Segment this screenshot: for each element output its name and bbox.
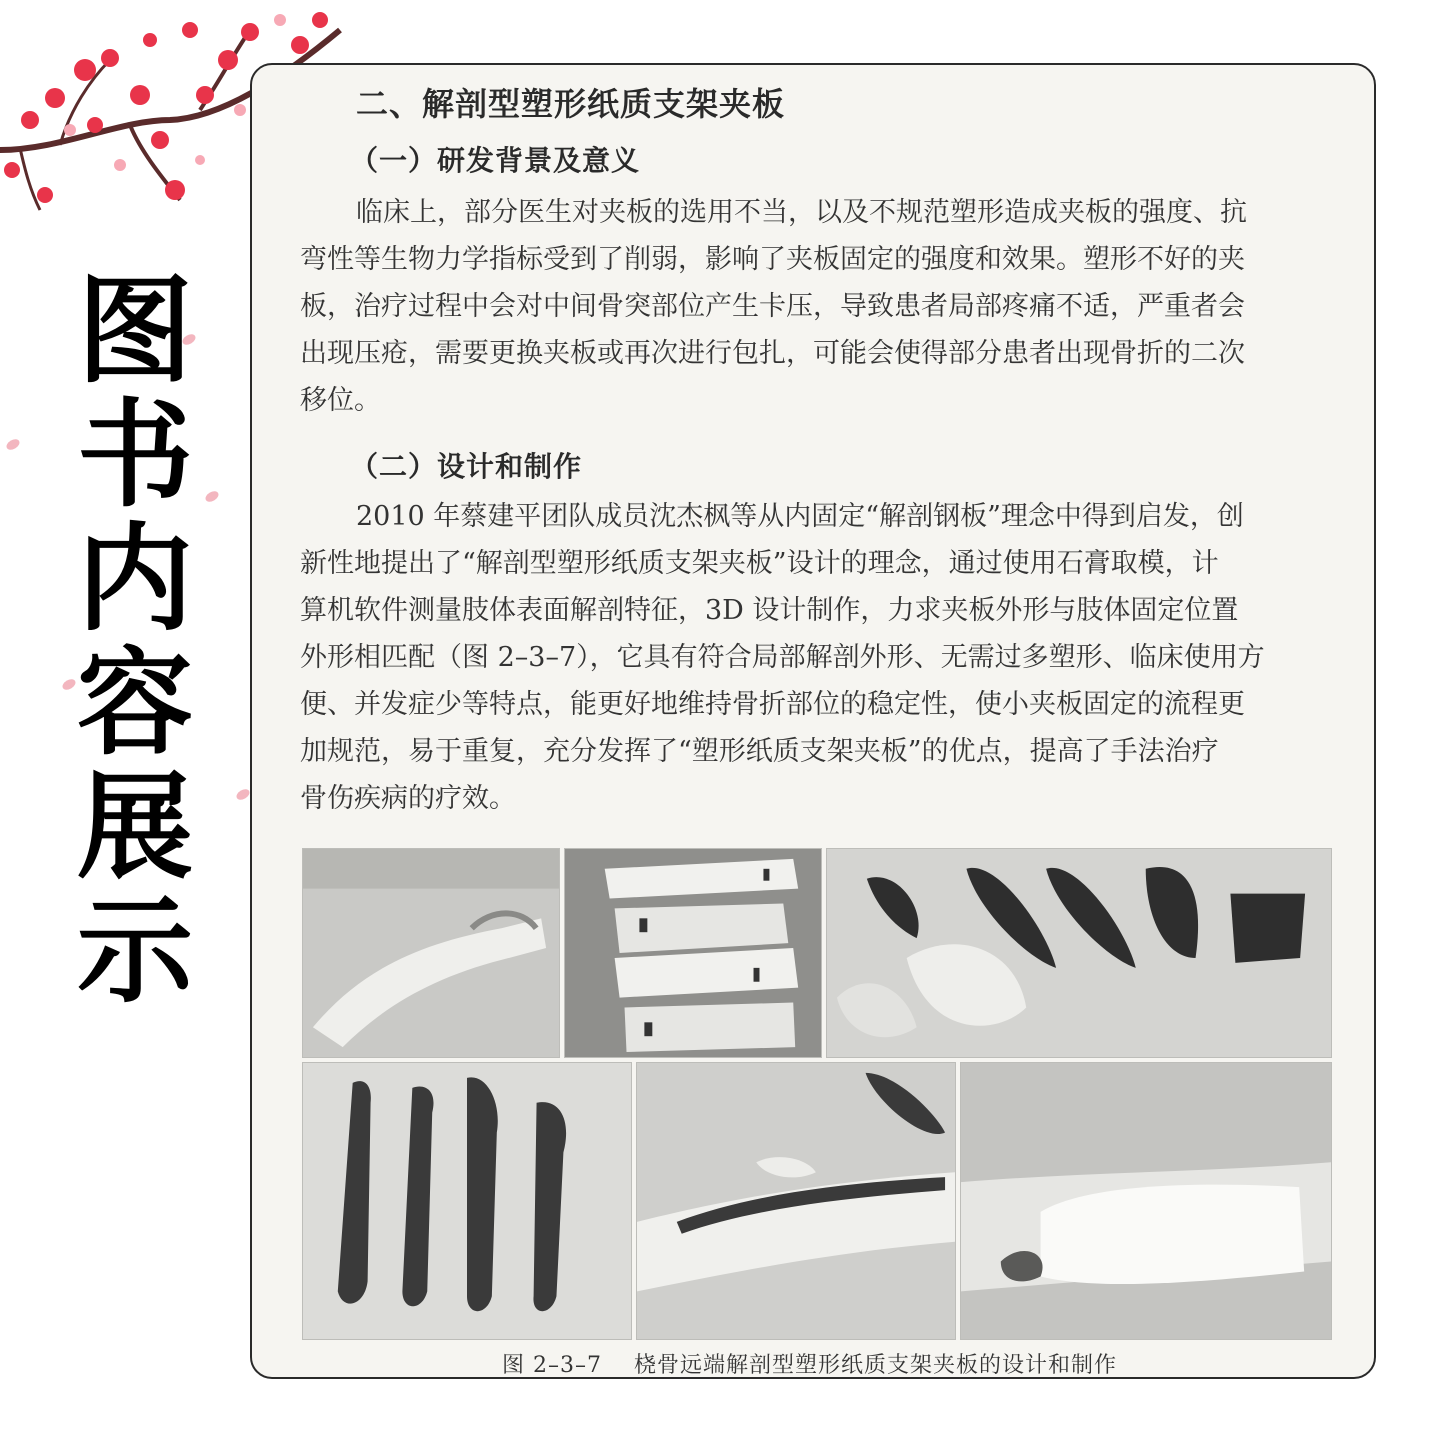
photo-3d-models bbox=[826, 848, 1332, 1058]
petal-decoration bbox=[204, 489, 221, 504]
banner-char: 容 bbox=[77, 636, 193, 771]
petal-decoration bbox=[5, 437, 22, 452]
figure-caption-text: 桡骨远端解剖型塑形纸质支架夹板的设计和制作 bbox=[634, 1353, 1118, 1378]
paragraph-background bbox=[300, 189, 1330, 424]
photo-splint-strips bbox=[302, 1062, 632, 1340]
figure-caption-number: 图 2–3–7 bbox=[502, 1353, 602, 1378]
figure-caption bbox=[502, 1348, 1117, 1379]
photo-splint-fitting bbox=[636, 1062, 956, 1340]
text-line: 加规范，易于重复，充分发挥了“塑形纸质支架夹板”的优点，提高了手法治疗 bbox=[300, 736, 1219, 767]
photo-paper-templates bbox=[564, 848, 822, 1058]
subheading-background: （一）研发背景及意义 bbox=[350, 144, 641, 177]
section-heading: 二、解剖型塑形纸质支架夹板 bbox=[356, 85, 786, 123]
photo-applied-splint bbox=[960, 1062, 1332, 1340]
book-page bbox=[250, 63, 1376, 1379]
text-line: 新性地提出了“解剖型塑形纸质支架夹板”设计的理念，通过使用石膏取模，计 bbox=[300, 548, 1219, 579]
text-line: 便、并发症少等特点，能更好地维持骨折部位的稳定性，使小夹板固定的流程更 bbox=[300, 689, 1245, 720]
banner-char: 展 bbox=[77, 760, 193, 895]
text-line: 2010 年蔡建平团队成员沈杰枫等从内固定“解剖钢板”理念中得到启发，创 bbox=[356, 501, 1244, 532]
text-line: 外形相匹配（图 2–3–7），它具有符合局部解剖外形、无需过多塑形、临床使用方 bbox=[300, 642, 1265, 673]
text-line: 移位。 bbox=[300, 385, 381, 416]
side-banner-title bbox=[70, 264, 200, 1019]
banner-char: 内 bbox=[77, 512, 193, 647]
photo-arm-cast bbox=[302, 848, 560, 1058]
text-line: 临床上，部分医生对夹板的选用不当，以及不规范塑形造成夹板的强度、抗 bbox=[356, 197, 1247, 228]
subheading-design: （二）设计和制作 bbox=[350, 450, 583, 483]
banner-char: 示 bbox=[77, 884, 193, 1019]
banner-char: 图 bbox=[77, 264, 193, 399]
text-line: 算机软件测量肢体表面解剖特征，3D 设计制作，力求夹板外形与肢体固定位置 bbox=[300, 595, 1239, 626]
text-line: 出现压疮，需要更换夹板或再次进行包扎，可能会使得部分患者出现骨折的二次 bbox=[300, 338, 1245, 369]
text-line: 骨伤疾病的疗效。 bbox=[300, 783, 516, 814]
text-line: 弯性等生物力学指标受到了削弱，影响了夹板固定的强度和效果。塑形不好的夹 bbox=[300, 244, 1245, 275]
text-line: 板，治疗过程中会对中间骨突部位产生卡压，导致患者局部疼痛不适，严重者会 bbox=[300, 291, 1245, 322]
figure-2-3-7 bbox=[302, 848, 1332, 1340]
banner-char: 书 bbox=[77, 388, 193, 523]
paragraph-design bbox=[300, 493, 1330, 822]
petal-decoration bbox=[235, 787, 252, 802]
